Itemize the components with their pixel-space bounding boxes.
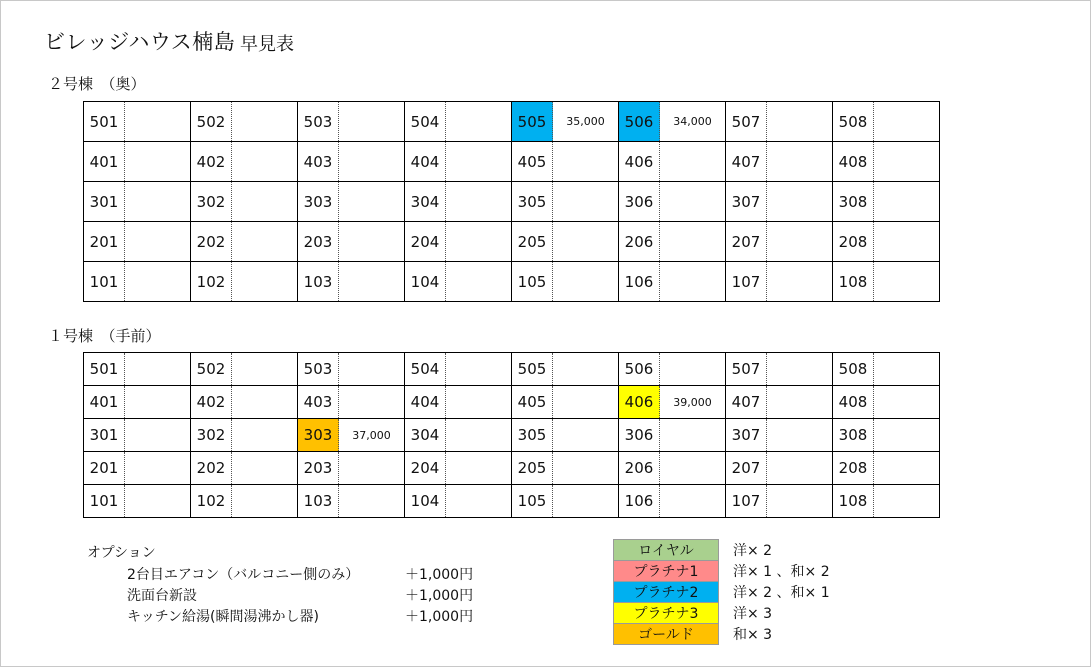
legend-desc: 洋× 1 、和× 2 bbox=[733, 564, 830, 580]
room-price-cell bbox=[553, 353, 619, 386]
room-price-cell bbox=[660, 419, 726, 452]
legend-desc: 和× 3 bbox=[733, 627, 773, 643]
room-number-cell: 403 bbox=[298, 386, 339, 419]
room-number-cell: 506 bbox=[619, 353, 660, 386]
room-number-cell: 201 bbox=[84, 222, 125, 262]
room-price-cell bbox=[125, 222, 191, 262]
room-price-cell bbox=[339, 142, 405, 182]
room-number-cell: 202 bbox=[191, 452, 232, 485]
option-label: キッチン給湯(瞬間湯沸かし器) bbox=[127, 609, 319, 625]
room-number-cell: 203 bbox=[298, 222, 339, 262]
room-number-cell: 204 bbox=[405, 452, 446, 485]
room-number-cell: 302 bbox=[191, 182, 232, 222]
room-price-cell bbox=[767, 419, 833, 452]
room-number-cell: 208 bbox=[833, 452, 874, 485]
room-price-cell bbox=[553, 222, 619, 262]
room-number-cell: 305 bbox=[512, 419, 553, 452]
room-price-cell bbox=[553, 262, 619, 302]
option-price: ＋1,000円 bbox=[405, 609, 474, 625]
room-price-cell: 39,000 bbox=[660, 386, 726, 419]
room-price-cell bbox=[767, 353, 833, 386]
room-number-cell: 508 bbox=[833, 353, 874, 386]
room-number-cell: 303 bbox=[298, 419, 339, 452]
room-price-cell bbox=[660, 262, 726, 302]
floor-row bbox=[84, 353, 940, 386]
room-number-cell: 308 bbox=[833, 419, 874, 452]
room-price-cell bbox=[874, 386, 940, 419]
room-number-cell: 507 bbox=[726, 353, 767, 386]
room-number-cell: 302 bbox=[191, 419, 232, 452]
page-title: ビレッジハウス楠島 bbox=[44, 30, 236, 54]
option-label: 洗面台新設 bbox=[127, 588, 197, 604]
room-number-cell: 408 bbox=[833, 386, 874, 419]
room-number-cell: 201 bbox=[84, 452, 125, 485]
room-price-cell bbox=[446, 419, 512, 452]
room-price-cell bbox=[874, 353, 940, 386]
room-price-cell bbox=[874, 142, 940, 182]
room-price-cell bbox=[232, 452, 298, 485]
room-price-cell bbox=[767, 262, 833, 302]
room-number-cell: 406 bbox=[619, 142, 660, 182]
room-number-cell: 107 bbox=[726, 262, 767, 302]
room-number-cell: 304 bbox=[405, 182, 446, 222]
room-number-cell: 404 bbox=[405, 142, 446, 182]
room-number-cell: 307 bbox=[726, 182, 767, 222]
room-price-cell bbox=[767, 386, 833, 419]
room-number-cell: 103 bbox=[298, 262, 339, 302]
room-number-cell: 206 bbox=[619, 222, 660, 262]
room-number-cell: 501 bbox=[84, 102, 125, 142]
room-number-cell: 304 bbox=[405, 419, 446, 452]
option-price: ＋1,000円 bbox=[405, 567, 474, 583]
legend-row bbox=[614, 624, 831, 645]
floor-row bbox=[84, 182, 940, 222]
option-price: ＋1,000円 bbox=[405, 588, 474, 604]
room-price-cell bbox=[553, 142, 619, 182]
room-number-cell: 207 bbox=[726, 452, 767, 485]
room-number-cell: 101 bbox=[84, 262, 125, 302]
room-price-cell bbox=[660, 353, 726, 386]
room-number-cell: 102 bbox=[191, 485, 232, 518]
floor-row bbox=[84, 452, 940, 485]
room-number-cell: 105 bbox=[512, 485, 553, 518]
room-price-cell bbox=[553, 485, 619, 518]
room-price-cell: 34,000 bbox=[660, 102, 726, 142]
room-price-cell bbox=[446, 262, 512, 302]
option-label: 2台目エアコン（バルコニー側のみ） bbox=[127, 567, 360, 583]
room-number-cell: 507 bbox=[726, 102, 767, 142]
room-number-cell: 106 bbox=[619, 262, 660, 302]
room-number-cell: 407 bbox=[726, 386, 767, 419]
building-2-room-grid bbox=[83, 101, 940, 302]
legend-swatch-royal: ロイヤル bbox=[614, 540, 719, 561]
room-price-cell bbox=[446, 485, 512, 518]
legend-row bbox=[614, 603, 831, 624]
room-price-cell bbox=[660, 485, 726, 518]
room-price-cell bbox=[339, 102, 405, 142]
room-price-cell: 35,000 bbox=[553, 102, 619, 142]
room-number-cell: 108 bbox=[833, 485, 874, 518]
room-number-cell: 508 bbox=[833, 102, 874, 142]
room-number-cell: 301 bbox=[84, 182, 125, 222]
room-number-cell: 505 bbox=[512, 102, 553, 142]
room-number-cell: 102 bbox=[191, 262, 232, 302]
building-1-room-grid bbox=[83, 352, 940, 518]
room-number-cell: 504 bbox=[405, 102, 446, 142]
room-price-cell bbox=[874, 222, 940, 262]
room-price-cell bbox=[874, 419, 940, 452]
room-price-cell bbox=[446, 222, 512, 262]
room-price-cell bbox=[232, 262, 298, 302]
room-number-cell: 402 bbox=[191, 142, 232, 182]
legend-swatch-gold: ゴールド bbox=[614, 624, 719, 645]
room-price-cell bbox=[767, 485, 833, 518]
room-price-cell bbox=[660, 142, 726, 182]
room-price-cell bbox=[125, 485, 191, 518]
room-price-cell bbox=[232, 353, 298, 386]
room-number-cell: 405 bbox=[512, 386, 553, 419]
room-number-cell: 505 bbox=[512, 353, 553, 386]
room-number-cell: 401 bbox=[84, 142, 125, 182]
room-price-cell bbox=[125, 452, 191, 485]
room-price-cell bbox=[553, 182, 619, 222]
room-price-cell bbox=[232, 142, 298, 182]
floor-row bbox=[84, 262, 940, 302]
floor-row bbox=[84, 102, 940, 142]
room-price-cell bbox=[125, 386, 191, 419]
room-number-cell: 101 bbox=[84, 485, 125, 518]
legend-row bbox=[614, 582, 831, 603]
room-price-cell bbox=[553, 419, 619, 452]
room-price-cell bbox=[232, 419, 298, 452]
room-number-cell: 305 bbox=[512, 182, 553, 222]
room-price-cell bbox=[660, 182, 726, 222]
room-price-cell bbox=[446, 182, 512, 222]
room-number-cell: 105 bbox=[512, 262, 553, 302]
room-price-cell bbox=[125, 182, 191, 222]
room-price-cell bbox=[232, 222, 298, 262]
room-price-cell bbox=[874, 452, 940, 485]
room-price-cell bbox=[446, 102, 512, 142]
room-number-cell: 107 bbox=[726, 485, 767, 518]
room-price-cell bbox=[232, 386, 298, 419]
room-number-cell: 307 bbox=[726, 419, 767, 452]
building-2-label: ２号棟 （奥） bbox=[48, 75, 146, 93]
room-number-cell: 504 bbox=[405, 353, 446, 386]
room-price-cell bbox=[339, 452, 405, 485]
room-number-cell: 104 bbox=[405, 485, 446, 518]
room-price-cell bbox=[767, 452, 833, 485]
room-price-cell bbox=[339, 386, 405, 419]
floor-row bbox=[84, 419, 940, 452]
room-number-cell: 205 bbox=[512, 452, 553, 485]
room-price-cell bbox=[767, 102, 833, 142]
room-price-cell bbox=[125, 102, 191, 142]
legend-desc: 洋× 2 bbox=[733, 543, 773, 559]
room-price-cell bbox=[232, 485, 298, 518]
floor-row bbox=[84, 142, 940, 182]
room-price-cell bbox=[125, 353, 191, 386]
room-number-cell: 208 bbox=[833, 222, 874, 262]
legend-desc: 洋× 3 bbox=[733, 606, 773, 622]
room-number-cell: 502 bbox=[191, 102, 232, 142]
legend-swatch-platinum2: プラチナ2 bbox=[614, 582, 719, 603]
room-number-cell: 106 bbox=[619, 485, 660, 518]
room-number-cell: 503 bbox=[298, 102, 339, 142]
room-price-cell bbox=[339, 222, 405, 262]
room-price-cell bbox=[125, 262, 191, 302]
room-number-cell: 306 bbox=[619, 182, 660, 222]
room-price-cell bbox=[874, 102, 940, 142]
room-number-cell: 402 bbox=[191, 386, 232, 419]
floor-row bbox=[84, 485, 940, 518]
room-price-cell bbox=[339, 262, 405, 302]
room-number-cell: 207 bbox=[726, 222, 767, 262]
options-heading: オプション bbox=[87, 545, 156, 561]
room-number-cell: 203 bbox=[298, 452, 339, 485]
room-price-cell bbox=[446, 353, 512, 386]
room-number-cell: 401 bbox=[84, 386, 125, 419]
room-price-cell bbox=[874, 262, 940, 302]
room-number-cell: 204 bbox=[405, 222, 446, 262]
room-number-cell: 306 bbox=[619, 419, 660, 452]
room-number-cell: 202 bbox=[191, 222, 232, 262]
room-price-cell bbox=[232, 182, 298, 222]
room-number-cell: 104 bbox=[405, 262, 446, 302]
room-number-cell: 503 bbox=[298, 353, 339, 386]
room-number-cell: 406 bbox=[619, 386, 660, 419]
room-price-cell bbox=[553, 452, 619, 485]
room-number-cell: 303 bbox=[298, 182, 339, 222]
room-number-cell: 506 bbox=[619, 102, 660, 142]
page-subtitle: 早見表 bbox=[240, 34, 294, 55]
room-price-cell bbox=[767, 142, 833, 182]
room-number-cell: 407 bbox=[726, 142, 767, 182]
room-price-cell bbox=[553, 386, 619, 419]
room-number-cell: 501 bbox=[84, 353, 125, 386]
building-1-label: １号棟 （手前） bbox=[48, 327, 161, 345]
room-number-cell: 301 bbox=[84, 419, 125, 452]
room-price-cell bbox=[339, 485, 405, 518]
room-price-cell bbox=[767, 222, 833, 262]
legend-row bbox=[614, 561, 831, 582]
room-number-cell: 405 bbox=[512, 142, 553, 182]
room-price-cell bbox=[339, 182, 405, 222]
room-price-cell bbox=[446, 452, 512, 485]
floor-row bbox=[84, 222, 940, 262]
room-number-cell: 206 bbox=[619, 452, 660, 485]
legend-desc: 洋× 2 、和× 1 bbox=[733, 585, 830, 601]
room-number-cell: 103 bbox=[298, 485, 339, 518]
room-number-cell: 308 bbox=[833, 182, 874, 222]
room-price-cell bbox=[874, 182, 940, 222]
room-price-cell bbox=[660, 222, 726, 262]
floor-row bbox=[84, 386, 940, 419]
room-price-cell bbox=[232, 102, 298, 142]
room-number-cell: 404 bbox=[405, 386, 446, 419]
room-price-cell bbox=[660, 452, 726, 485]
room-price-cell bbox=[125, 419, 191, 452]
room-price-cell: 37,000 bbox=[339, 419, 405, 452]
room-price-cell bbox=[125, 142, 191, 182]
room-number-cell: 502 bbox=[191, 353, 232, 386]
room-number-cell: 403 bbox=[298, 142, 339, 182]
grade-legend bbox=[613, 539, 831, 645]
room-price-cell bbox=[874, 485, 940, 518]
room-number-cell: 408 bbox=[833, 142, 874, 182]
room-price-cell bbox=[446, 142, 512, 182]
room-number-cell: 108 bbox=[833, 262, 874, 302]
legend-row bbox=[614, 540, 831, 561]
legend-swatch-platinum3: プラチナ3 bbox=[614, 603, 719, 624]
room-price-cell bbox=[339, 353, 405, 386]
legend-swatch-platinum1: プラチナ1 bbox=[614, 561, 719, 582]
room-price-cell bbox=[446, 386, 512, 419]
room-price-cell bbox=[767, 182, 833, 222]
room-number-cell: 205 bbox=[512, 222, 553, 262]
